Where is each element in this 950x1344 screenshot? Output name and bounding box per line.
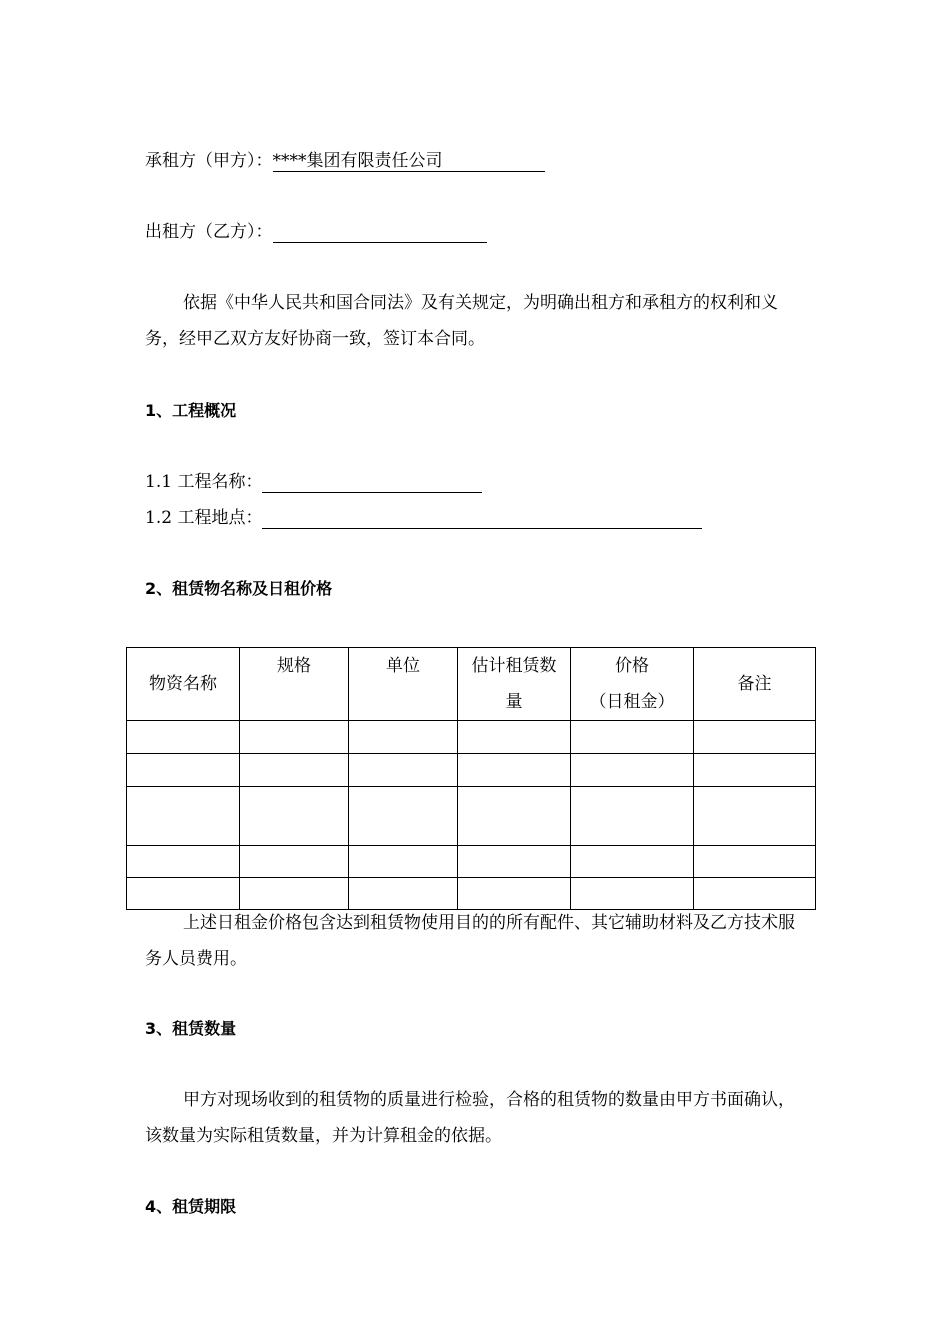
table-row [127, 846, 816, 878]
table-cell[interactable] [458, 721, 571, 754]
header-quantity-line1: 估计租赁数 [471, 656, 557, 676]
table-cell[interactable] [458, 846, 571, 878]
rental-items-table [126, 647, 816, 910]
table-cell[interactable] [694, 754, 816, 787]
table-row [127, 754, 816, 787]
table-cell[interactable] [571, 787, 694, 846]
table-row [127, 721, 816, 754]
table-cell[interactable] [349, 787, 458, 846]
table-cell[interactable] [240, 787, 349, 846]
table-cell[interactable] [571, 846, 694, 878]
section1-title: 1、工程概况 [145, 401, 237, 420]
header-remark: 备注 [694, 648, 816, 721]
project-location-blank[interactable] [262, 507, 702, 529]
table-cell[interactable] [127, 787, 240, 846]
table-cell[interactable] [571, 721, 694, 754]
table-header-row [127, 648, 816, 721]
table-cell[interactable] [694, 787, 816, 846]
section2-title: 2、租赁物名称及日租价格 [145, 579, 333, 598]
table-row [127, 787, 816, 846]
header-quantity-line2: 量 [505, 692, 523, 712]
table-cell[interactable] [349, 846, 458, 878]
intro-paragraph: 依据《中华人民共和国合同法》及有关规定，为明确出租方和承租方的权利和义务，经甲乙双方友好协商一致，签订本合同。 [145, 293, 778, 349]
lessee-value[interactable]: ****集团有限责任公司 [273, 150, 545, 172]
project-name-label: 1.1 工程名称： [145, 472, 263, 492]
table-cell[interactable] [694, 846, 816, 878]
price-note-paragraph: 上述日租金价格包含达到租赁物使用目的的所有配件、其它辅助材料及乙方技术服务人员费用。 [145, 913, 795, 969]
project-location-label: 1.2 工程地点： [145, 508, 263, 528]
header-spec: 规格 [240, 648, 349, 721]
table-cell[interactable] [349, 754, 458, 787]
table-cell[interactable] [571, 754, 694, 787]
lessor-line [145, 221, 487, 243]
project-name-blank[interactable] [262, 471, 482, 493]
table-cell[interactable] [240, 721, 349, 754]
table-cell[interactable] [127, 846, 240, 878]
section3-paragraph: 甲方对现场收到的租赁物的质量进行检验，合格的租赁物的数量由甲方书面确认，该数量为实际租赁数量，并为计算租金的依据。 [145, 1090, 795, 1146]
table-cell[interactable] [127, 721, 240, 754]
table-cell[interactable] [458, 787, 571, 846]
table-cell[interactable] [349, 721, 458, 754]
header-price-line2: （日租金） [589, 692, 675, 712]
lessor-label: 出租方（乙方）： [145, 222, 273, 242]
project-location-line [145, 507, 702, 529]
section4-title: 4、租赁期限 [145, 1197, 237, 1216]
table-cell[interactable] [240, 754, 349, 787]
table-cell[interactable] [240, 846, 349, 878]
header-quantity [458, 648, 571, 721]
table-cell[interactable] [694, 721, 816, 754]
lessee-label: 承租方（甲方）： [145, 151, 273, 171]
header-price-line1: 价格 [615, 656, 649, 676]
project-name-line [145, 471, 482, 493]
lessee-line [145, 150, 545, 172]
section3-title: 3、租赁数量 [145, 1019, 237, 1038]
table-cell[interactable] [127, 754, 240, 787]
header-item-name: 物资名称 [127, 648, 240, 721]
header-unit: 单位 [349, 648, 458, 721]
table-cell[interactable] [458, 754, 571, 787]
header-price [571, 648, 694, 721]
lessor-blank[interactable] [273, 221, 487, 243]
